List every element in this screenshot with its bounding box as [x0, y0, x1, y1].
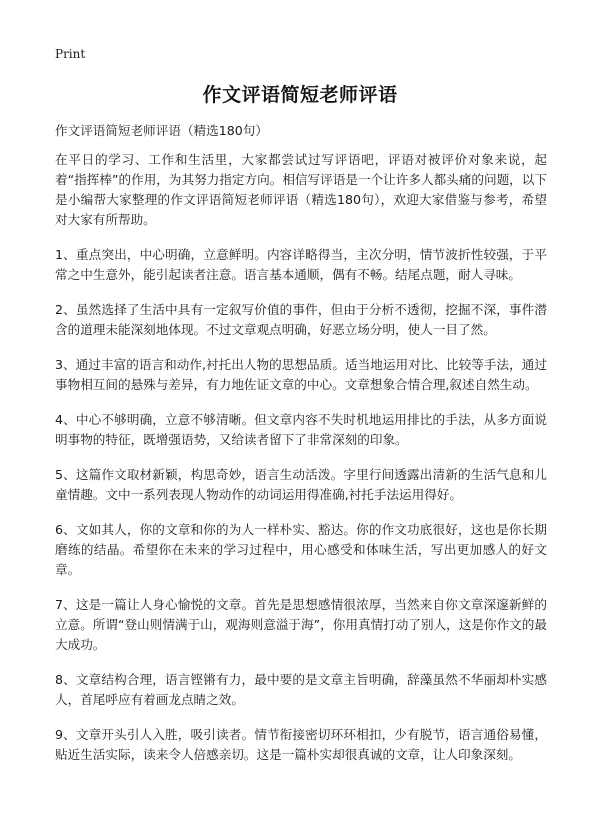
- comment-paragraph-2: 2、虽然选择了生活中具有一定叙写价值的事件，但由于分析不透彻，挖掘不深，事件潜含的道理未能深刻地体现。不过文章观点明确，好恶立场分明，使人一目了然。: [55, 302, 547, 337]
- comment-paragraph-3: 3、通过丰富的语言和动作,衬托出人物的思想品质。适当地运用对比、比较等手法，通过事物相互间的悬殊与差异，有力地佐证文章的中心。文章想象合情合理,叙述自然生动。: [55, 357, 547, 392]
- page-title: 作文评语简短老师评语: [202, 84, 398, 106]
- print-label: Print: [55, 47, 86, 61]
- comment-paragraph-6: 6、文如其人，你的文章和你的为人一样朴实、豁达。你的作文功底很好，这也是你长期磨练的结晶。希望你在未来的学习过程中，用心感受和体味生活，写出更加感人的好文章。: [55, 522, 547, 577]
- document-subtitle: 作文评语简短老师评语（精选180句）: [55, 123, 268, 138]
- comment-paragraph-5: 5、这篇作文取材新颖，构思奇妙，语言生动活泼。字里行间透露出清新的生活气息和儿童情趣。文中一系列表现人物动作的动词运用得准确,衬托手法运用得好。: [55, 467, 547, 502]
- comment-paragraph-9: 9、文章开头引人入胜，吸引读者。情节衔接密切环环相扣，少有脱节，语言通俗易懂，贴近生活实际，读来令人倍感亲切。这是一篇朴实却很真诚的文章，让人印象深刻。: [55, 727, 547, 762]
- comment-paragraph-8: 8、文章结构合理，语言铿锵有力，最中要的是文章主旨明确，辞藻虽然不华丽却朴实感人，首尾呼应有着画龙点睛之效。: [55, 672, 547, 707]
- intro-paragraph: 在平日的学习、工作和生活里，大家都尝试过写评语吧，评语对被评价对象来说，起着“指挥棒”的作用，为其努力指定方向。相信写评语是一个让许多人都头痛的问题，以下是小编帮大家整理的作文评语简短老师评语（精选180句），欢迎大家借鉴与参考，希望对大家有所帮助。: [55, 152, 547, 227]
- comment-paragraph-4: 4、中心不够明确，立意不够清晰。但文章内容不失时机地运用排比的手法，从多方面说明事物的特征，既增强语势，又给读者留下了非常深刻的印象。: [55, 412, 547, 447]
- comment-paragraph-1: 1、重点突出，中心明确，立意鲜明。内容详略得当，主次分明，情节波折性较强，于平常之中生意外，能引起读者注意。语言基本通顺，偶有不畅。结尾点题，耐人寻味。: [55, 247, 547, 282]
- document-body: [55, 150, 547, 780]
- comment-paragraph-7: 7、这是一篇让人身心愉悦的文章。首先是思想感情很浓厚，当然来自你文章深邃新鲜的立意。所谓“登山则情满于山，观海则意溢于海”，你用真情打动了别人，这是你作文的最大成功。: [55, 597, 547, 652]
